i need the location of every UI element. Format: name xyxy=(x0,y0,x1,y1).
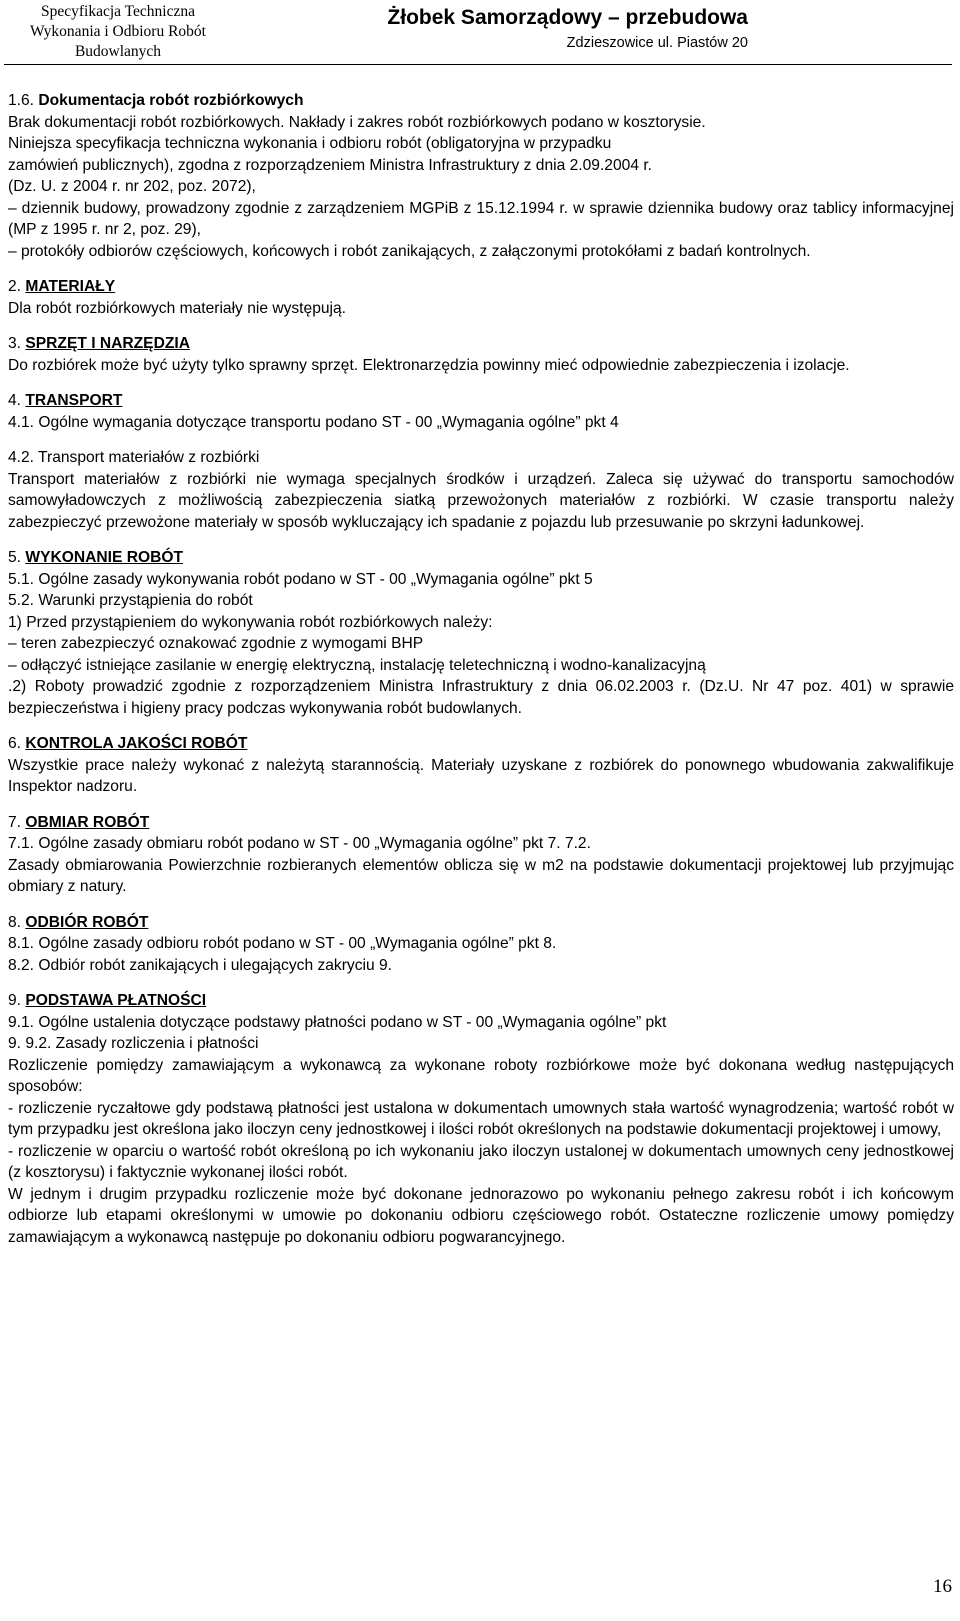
section-heading xyxy=(8,90,954,112)
section-number: 4. xyxy=(8,392,22,409)
paragraph: 5.1. Ogólne zasady wykonywania robót podano w ST - 00 „Wymagania ogólne” pkt 5 xyxy=(8,570,593,588)
spec-label-line: Wykonania i Odbioru Robót xyxy=(29,23,206,40)
section-title: PODSTAWA PŁATNOŚCI xyxy=(25,992,207,1009)
paragraph: (Dz. U. z 2004 r. nr 202, poz. 2072), xyxy=(8,178,256,195)
section-title: MATERIAŁY xyxy=(25,278,116,295)
section-title: OBMIAR ROBÓT xyxy=(25,813,150,831)
paragraph: Do rozbiórek może być użyty tylko sprawny sprzęt. Elektronarzędzia powinny mieć odpowiednie zabezpieczenia i izolacje. xyxy=(8,356,850,374)
project-info xyxy=(387,4,748,52)
header-divider xyxy=(4,64,952,65)
section-number: 1.6. xyxy=(8,92,35,109)
list-item: – dziennik budowy, prowadzony zgodnie z zarządzeniem MGPiB z 15.12.1994 r. w sprawie dziennika budowy oraz tablicy informacyjnej (MP z 1995 r. nr 2, poz. 29), xyxy=(8,199,954,238)
paragraph: Brak dokumentacji robót rozbiórkowych. Nakłady i zakres robót rozbiórkowych podano w kosztorysie. xyxy=(8,113,706,131)
paragraph: 4.2. Transport materiałów z rozbiórki xyxy=(8,449,260,466)
paragraph: W jednym i drugim przypadku rozliczenie może być dokonane jednorazowo po wykonaniu pełnego zakresu robót i ich końcowym odbiorze lub etapami określonymi w umowie po dokonaniu odbioru częściowego robót. Ostateczne rozliczenie umowy pomiędzy zamawiającym a wykonawcą następuje po dokonaniu odbioru pogwarancyjnego. xyxy=(8,1185,954,1246)
paragraph: Zasady obmiarowania Powierzchnie rozbieranych elementów oblicza się w m2 na podstawie dokumentacji projektowej lub przyjmując obmiary z natury. xyxy=(8,856,954,895)
section-heading xyxy=(8,912,954,934)
list-item: - rozliczenie ryczałtowe gdy podstawą płatności jest ustalona w dokumentach umownych stała wartość wynagrodzenia; wartość robót w tym przypadku jest określona jako iloczyn ceny jednostkowej i ilości robót określonych na podstawie dokumentacji projektowej i umowy, xyxy=(8,1099,954,1138)
section-title: KONTROLA JAKOŚCI ROBÓT xyxy=(25,735,248,752)
paragraph: Transport materiałów z rozbiórki nie wymaga specjalnych środków i urządzeń. Zaleca się używać do transportu samochodów samowyładowczych z możliwością zabezpieczenia siatką przewożonych materiałów z rozbiórki. W czasie transportu należy zabezpieczyć przewożone materiały w sposób wykluczający ich spadanie z pojazdu lub przesuwanie po skrzyni ładunkowej. xyxy=(8,470,954,531)
section-number: 3. xyxy=(8,335,22,352)
section-title: TRANSPORT xyxy=(25,392,123,409)
project-address: Zdzieszowice ul. Piastów 20 xyxy=(566,35,748,51)
section-number: 5. xyxy=(8,549,22,566)
section-title: WYKONANIE ROBÓT xyxy=(25,549,184,566)
paragraph: 1) Przed przystąpieniem do wykonywania robót rozbiórkowych należy: xyxy=(8,613,493,631)
paragraph: 9.1. Ogólne ustalenia dotyczące podstawy płatności podano w ST - 00 „Wymagania ogólne” pkt xyxy=(8,1013,667,1031)
section-number: 9. xyxy=(8,992,22,1009)
paragraph: Dla robót rozbiórkowych materiały nie występują. xyxy=(8,299,347,317)
section-heading xyxy=(8,733,954,755)
paragraph: 8.2. Odbiór robót zanikających i ulegających zakryciu 9. xyxy=(8,956,392,974)
paragraph: 4.1. Ogólne wymagania dotyczące transportu podano ST - 00 „Wymagania ogólne” pkt 4 xyxy=(8,413,619,431)
list-item: – teren zabezpieczyć oznakować zgodnie z wymogami BHP xyxy=(8,635,424,652)
spec-label xyxy=(4,2,232,62)
section-heading xyxy=(8,812,954,834)
list-item: - rozliczenie w oparciu o wartość robót określoną po ich wykonaniu jako iloczyn ustalonej w dokumentach umownych ceny jednostkowej (z kosztorysu) i faktycznie wykonanej ilości robót. xyxy=(8,1142,954,1181)
page-number: 16 xyxy=(933,1576,952,1597)
section-number: 7. xyxy=(8,813,22,831)
paragraph: 5.2. Warunki przystąpienia do robót xyxy=(8,592,253,609)
paragraph: zamówień publicznych), zgodna z rozporządzeniem Ministra Infrastruktury z dnia 2.09.2004 r. xyxy=(8,156,652,174)
paragraph: 9. 9.2. Zasady rozliczenia i płatności xyxy=(8,1035,259,1052)
section-number: 8. xyxy=(8,913,22,931)
paragraph: .2) Roboty prowadzić zgodnie z rozporządzeniem Ministra Infrastruktury z dnia 06.02.2003 r. (Dz.U. Nr 47 poz. 401) w sprawie bezpieczeństwa i higieny pracy podczas wykonywania robót budowlanych. xyxy=(8,678,954,717)
project-title: Żłobek Samorządowy – przebudowa xyxy=(387,6,748,29)
paragraph: Wszystkie prace należy wykonać z należytą starannością. Materiały uzyskane z rozbiórek do ponownego wbudowania zakwalifikuje Inspektor nadzoru. xyxy=(8,756,954,795)
list-item: – protokóły odbiorów częściowych, końcowych i robót zanikających, z załączonymi protokółami z badań kontrolnych. xyxy=(8,242,811,260)
section-title: ODBIÓR ROBÓT xyxy=(25,913,149,931)
section-heading xyxy=(8,390,954,412)
section-heading xyxy=(8,990,954,1012)
page-header xyxy=(0,0,960,68)
spec-label-line: Specyfikacja Techniczna xyxy=(41,3,195,20)
section-number: 6. xyxy=(8,735,22,752)
section-number: 2. xyxy=(8,278,22,295)
spec-label-line: Budowlanych xyxy=(74,43,162,60)
document-body xyxy=(8,90,954,1248)
paragraph: Niniejsza specyfikacja techniczna wykonania i odbioru robót (obligatoryjna w przypadku xyxy=(8,135,612,152)
paragraph: 7.1. Ogólne zasady obmiaru robót podano w ST - 00 „Wymagania ogólne” pkt 7. 7.2. xyxy=(8,835,591,852)
section-title: Dokumentacja robót rozbiórkowych xyxy=(38,92,304,109)
paragraph: 8.1. Ogólne zasady odbioru robót podano w ST - 00 „Wymagania ogólne” pkt 8. xyxy=(8,935,557,952)
paragraph: Rozliczenie pomiędzy zamawiającym a wykonawcą za wykonane roboty rozbiórkowe może być dokonana według następujących sposobów: xyxy=(8,1056,954,1095)
section-heading xyxy=(8,547,954,569)
section-heading xyxy=(8,333,954,355)
list-item: – odłączyć istniejące zasilanie w energię elektryczną, instalację teletechniczną i wodno-kanalizacyjną xyxy=(8,656,706,674)
section-heading xyxy=(8,276,954,298)
section-title: SPRZĘT I NARZĘDZIA xyxy=(25,335,190,352)
